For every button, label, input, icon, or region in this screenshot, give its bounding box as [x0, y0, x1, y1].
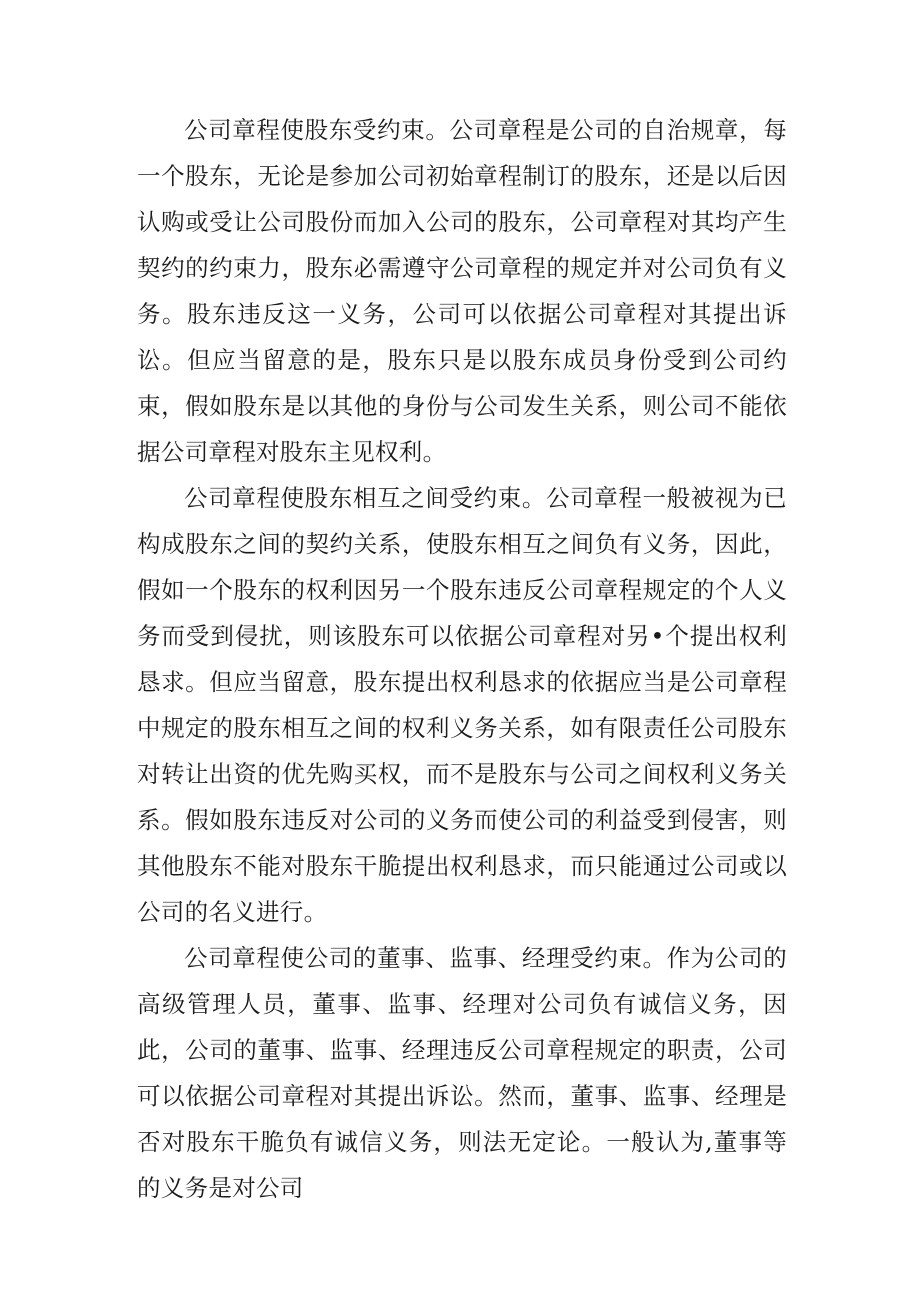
- paragraph-shareholder-bound: 公司章程使股东受约束。公司章程是公司的自治规章，每一个股东，无论是参加公司初始章程制订的股东，还是以后因认购或受让公司股份而加入公司的股东，公司章程对其均产生契约的约束力，股东必需遵守公司章程的规定并对公司负有义务。股东违反这一义务，公司可以依据公司章程对其提出诉讼。但应当留意的是，股东只是以股东成员身份受到公司约束，假如股东是以其他的身份与公司发生关系，则公司不能依据公司章程对股东主见权利。: [137, 116, 787, 466]
- paragraph-shareholders-mutual: 公司章程使股东相互之间受约束。公司章程一般被视为已构成股东之间的契约关系，使股东相互之间负有义务，因此，假如一个股东的权利因另一个股东违反公司章程规定的个人义务而受到侵扰，则该股东可以依据公司章程对另•个提出权利恳求。但应当留意，股东提出权利恳求的依据应当是公司章程中规定的股东相互之间的权利义务关系，如有限责任公司股东对转让出资的优先购买权，而不是股东与公司之间权利义务关系。假如股东违反对公司的义务而使公司的利益受到侵害，则其他股东不能对股东干脆提出权利恳求，而只能通过公司或以公司的名义进行。: [137, 484, 787, 926]
- paragraph-directors-bound: 公司章程使公司的董事、监事、经理受约束。作为公司的高级管理人员，董事、监事、经理对公司负有诚信义务，因此，公司的董事、监事、经理违反公司章程规定的职责，公司可以依据公司章程对其提出诉讼。然而，董事、监事、经理是否对股东干脆负有诚信义务，则法无定论。一般认为,董事等的义务是对公司: [137, 944, 787, 1202]
- document-body: [137, 107, 787, 1211]
